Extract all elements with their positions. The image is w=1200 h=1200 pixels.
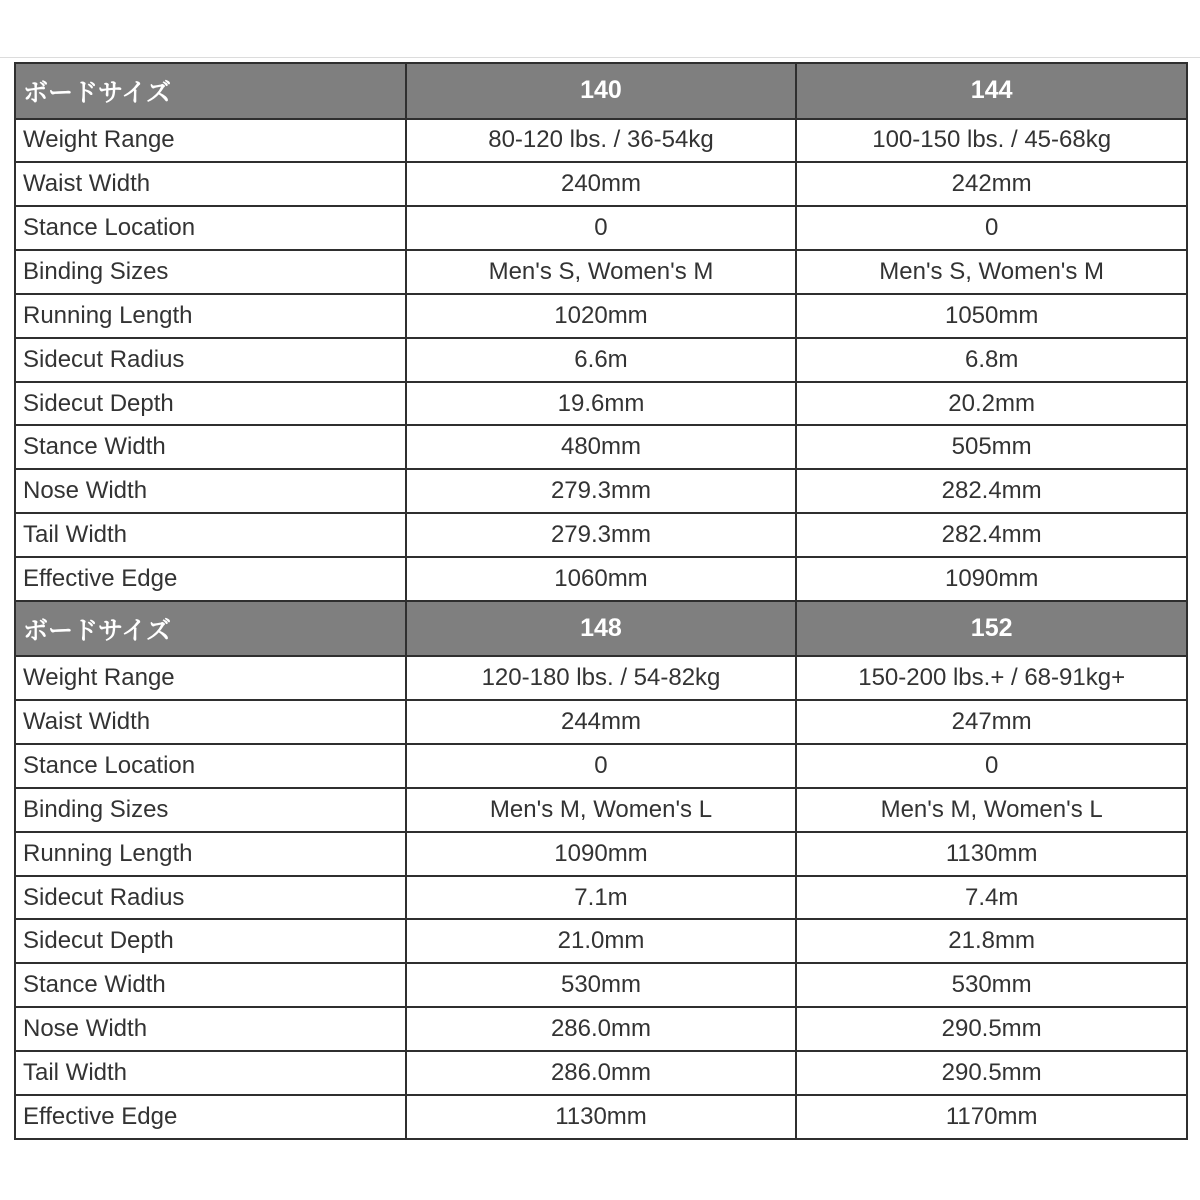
table-row	[15, 700, 1187, 744]
value-cell: 19.6mm	[406, 382, 797, 426]
value-cell: 530mm	[796, 963, 1187, 1007]
row-label-cell: Sidecut Depth	[15, 919, 406, 963]
table-row	[15, 788, 1187, 832]
table-row	[15, 832, 1187, 876]
hairline-divider	[0, 57, 1200, 58]
value-cell: 1130mm	[406, 1095, 797, 1139]
row-label-cell: Tail Width	[15, 1051, 406, 1095]
row-label-cell: Sidecut Radius	[15, 876, 406, 920]
table-row	[15, 469, 1187, 513]
row-label-cell: Waist Width	[15, 700, 406, 744]
table-row	[15, 1007, 1187, 1051]
value-cell: 279.3mm	[406, 469, 797, 513]
row-label-cell: Nose Width	[15, 1007, 406, 1051]
row-label-cell: Stance Location	[15, 744, 406, 788]
table-row	[15, 557, 1187, 601]
table-row	[15, 1051, 1187, 1095]
section-header-size: 152	[796, 601, 1187, 657]
value-cell: 282.4mm	[796, 469, 1187, 513]
row-label-cell: Sidecut Depth	[15, 382, 406, 426]
value-cell: 242mm	[796, 162, 1187, 206]
value-cell: 0	[796, 206, 1187, 250]
row-label-cell: Waist Width	[15, 162, 406, 206]
table-row	[15, 206, 1187, 250]
value-cell: 0	[406, 744, 797, 788]
value-cell: 240mm	[406, 162, 797, 206]
row-label-cell: Effective Edge	[15, 557, 406, 601]
row-label-cell: Weight Range	[15, 656, 406, 700]
value-cell: 286.0mm	[406, 1007, 797, 1051]
table-row	[15, 162, 1187, 206]
value-cell: 0	[796, 744, 1187, 788]
value-cell: 1060mm	[406, 557, 797, 601]
row-label-cell: Nose Width	[15, 469, 406, 513]
spec-table-body	[15, 63, 1187, 1139]
table-row	[15, 656, 1187, 700]
row-label-cell: Weight Range	[15, 119, 406, 163]
value-cell: 1020mm	[406, 294, 797, 338]
value-cell: 290.5mm	[796, 1007, 1187, 1051]
spec-table	[14, 62, 1188, 1140]
value-cell: 290.5mm	[796, 1051, 1187, 1095]
table-row	[15, 919, 1187, 963]
table-row	[15, 513, 1187, 557]
value-cell: 279.3mm	[406, 513, 797, 557]
section-header-size: 148	[406, 601, 797, 657]
value-cell: 530mm	[406, 963, 797, 1007]
value-cell: 120-180 lbs. / 54-82kg	[406, 656, 797, 700]
value-cell: 1090mm	[796, 557, 1187, 601]
table-row	[15, 1095, 1187, 1139]
value-cell: 505mm	[796, 425, 1187, 469]
value-cell: 0	[406, 206, 797, 250]
section-header-label: ボードサイズ	[15, 601, 406, 657]
value-cell: 6.8m	[796, 338, 1187, 382]
value-cell: 282.4mm	[796, 513, 1187, 557]
table-row	[15, 876, 1187, 920]
value-cell: 150-200 lbs.+ / 68-91kg+	[796, 656, 1187, 700]
value-cell: 244mm	[406, 700, 797, 744]
value-cell: 480mm	[406, 425, 797, 469]
value-cell: 7.1m	[406, 876, 797, 920]
value-cell: Men's S, Women's M	[796, 250, 1187, 294]
table-row	[15, 744, 1187, 788]
table-row	[15, 425, 1187, 469]
section-header-row	[15, 63, 1187, 119]
section-header-size: 140	[406, 63, 797, 119]
value-cell: 7.4m	[796, 876, 1187, 920]
table-row	[15, 119, 1187, 163]
row-label-cell: Binding Sizes	[15, 250, 406, 294]
row-label-cell: Effective Edge	[15, 1095, 406, 1139]
row-label-cell: Binding Sizes	[15, 788, 406, 832]
row-label-cell: Stance Location	[15, 206, 406, 250]
value-cell: 1170mm	[796, 1095, 1187, 1139]
value-cell: 100-150 lbs. / 45-68kg	[796, 119, 1187, 163]
row-label-cell: Stance Width	[15, 963, 406, 1007]
table-row	[15, 382, 1187, 426]
section-header-size: 144	[796, 63, 1187, 119]
row-label-cell: Running Length	[15, 832, 406, 876]
table-row	[15, 294, 1187, 338]
value-cell: 1130mm	[796, 832, 1187, 876]
value-cell: 247mm	[796, 700, 1187, 744]
value-cell: 80-120 lbs. / 36-54kg	[406, 119, 797, 163]
value-cell: Men's M, Women's L	[406, 788, 797, 832]
value-cell: 286.0mm	[406, 1051, 797, 1095]
section-header-row	[15, 601, 1187, 657]
value-cell: 1050mm	[796, 294, 1187, 338]
table-row	[15, 338, 1187, 382]
row-label-cell: Running Length	[15, 294, 406, 338]
value-cell: Men's M, Women's L	[796, 788, 1187, 832]
table-row	[15, 963, 1187, 1007]
row-label-cell: Stance Width	[15, 425, 406, 469]
section-header-label: ボードサイズ	[15, 63, 406, 119]
value-cell: 6.6m	[406, 338, 797, 382]
value-cell: 21.0mm	[406, 919, 797, 963]
row-label-cell: Sidecut Radius	[15, 338, 406, 382]
value-cell: Men's S, Women's M	[406, 250, 797, 294]
table-row	[15, 250, 1187, 294]
value-cell: 1090mm	[406, 832, 797, 876]
value-cell: 21.8mm	[796, 919, 1187, 963]
value-cell: 20.2mm	[796, 382, 1187, 426]
row-label-cell: Tail Width	[15, 513, 406, 557]
